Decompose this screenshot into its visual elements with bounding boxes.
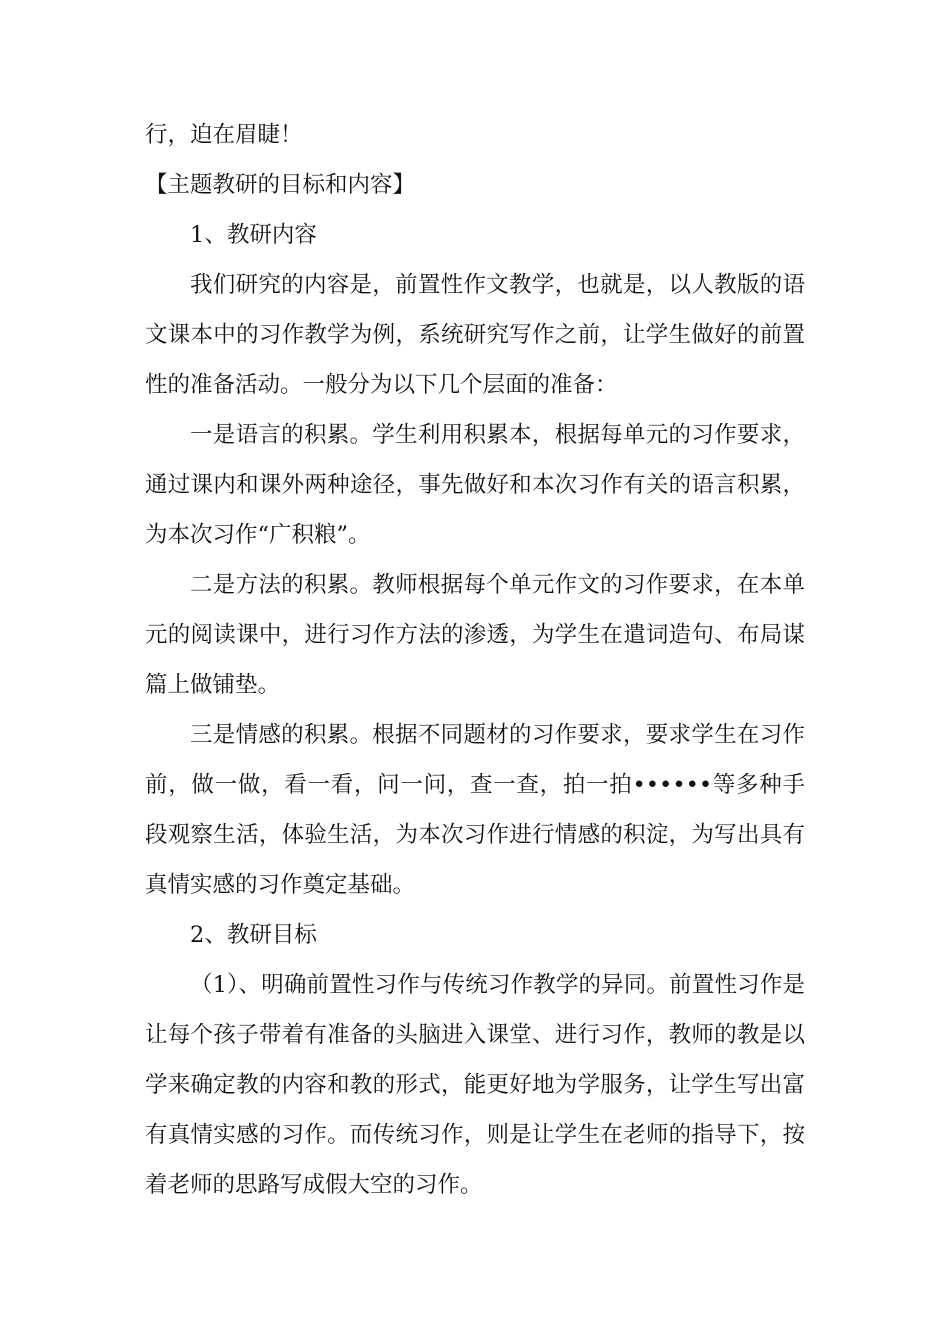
paragraph-continuation: 行，迫在眉睫！ xyxy=(145,122,303,148)
document-body xyxy=(145,110,805,1210)
section-heading: 【主题教研的目标和内容】 xyxy=(145,172,416,198)
paragraph-research-content: 我们研究的内容是，前置性作文教学，也就是，以人教版的语文课本中的习作教学为例，系统研究写作之前，让学生做好的前置性的准备活动。一般分为以下几个层面的准备： xyxy=(145,272,805,398)
paragraph-language-accumulation: 一是语言的积累。学生利用积累本，根据每单元的习作要求，通过课内和课外两种途径，事先做好和本次习作有关的语言积累，为本次习作“广积粮”。 xyxy=(145,422,805,548)
paragraph-emotion-accumulation: 三是情感的积累。根据不同题材的习作要求，要求学生在习作前，做一做，看一看，问一问，查一查，拍一拍••••••等多种手段观察生活，体验生活，为本次习作进行情感的积淀，为写出具有真情实感的习作奠定基础。 xyxy=(145,722,805,898)
subheading-research-goals: 2、教研目标 xyxy=(190,922,317,948)
subheading-research-content: 1、教研内容 xyxy=(190,222,317,248)
paragraph-method-accumulation: 二是方法的积累。教师根据每个单元作文的习作要求，在本单元的阅读课中，进行习作方法的渗透，为学生在遣词造句、布局谋篇上做铺垫。 xyxy=(145,572,805,698)
paragraph-goal-one: （1）、明确前置性习作与传统习作教学的异同。前置性习作是让每个孩子带着有准备的头脑进入课堂、进行习作，教师的教是以学来确定教的内容和教的形式，能更好地为学服务，让学生写出富有真情实感的习作。而传统习作，则是让学生在老师的指导下，按着老师的思路写成假大空的习作。 xyxy=(145,972,805,1198)
